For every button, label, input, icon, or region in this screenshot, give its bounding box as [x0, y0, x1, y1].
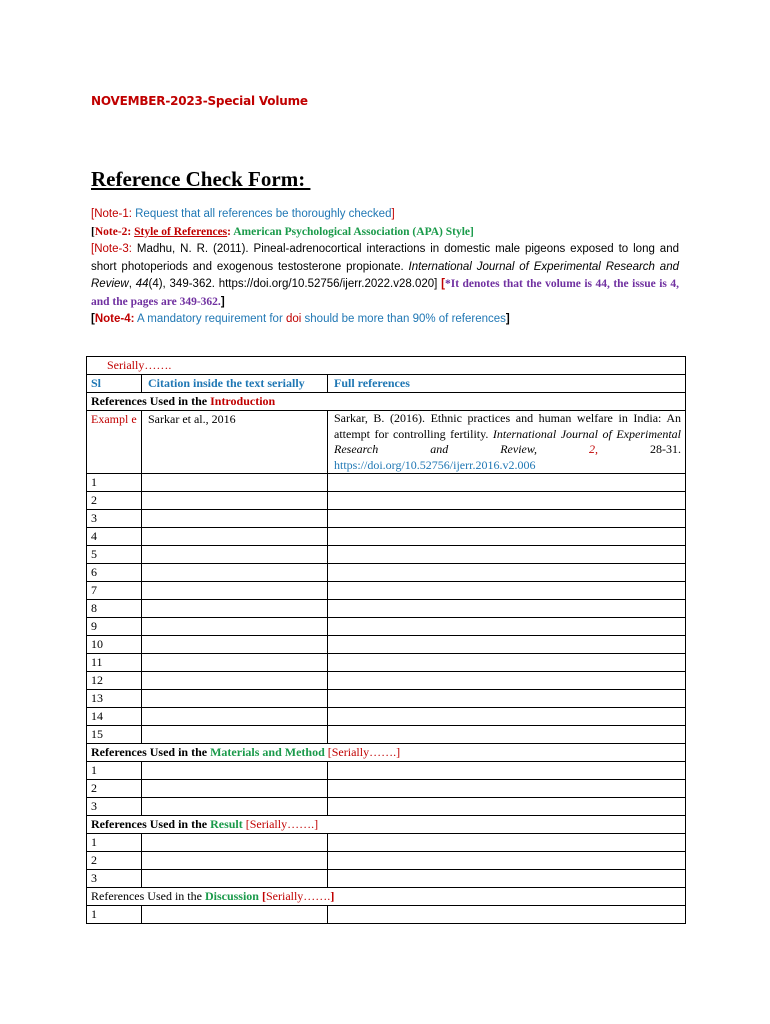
- intro-citation-cell[interactable]: [142, 546, 328, 564]
- table-row: [87, 762, 686, 780]
- intro-citation-cell[interactable]: [142, 708, 328, 726]
- table-row: [87, 654, 686, 672]
- table-row: [87, 780, 686, 798]
- result-row-number: 2: [87, 852, 142, 870]
- methods-citation-cell[interactable]: [142, 762, 328, 780]
- intro-full-reference-cell[interactable]: [328, 600, 686, 618]
- col-full-header: Full references: [328, 375, 686, 393]
- section-result: [87, 816, 686, 834]
- intro-row-number: 10: [87, 636, 142, 654]
- intro-full-reference-cell[interactable]: [328, 546, 686, 564]
- table-row: [87, 672, 686, 690]
- note-1-text: Request that all references be thoroughly checked: [131, 208, 392, 220]
- intro-citation-cell[interactable]: [142, 672, 328, 690]
- section-methods-row: [87, 744, 686, 762]
- serially-cell: [87, 357, 686, 375]
- intro-row-number: 15: [87, 726, 142, 744]
- methods-full-reference-cell[interactable]: [328, 798, 686, 816]
- section-result-row: [87, 816, 686, 834]
- intro-full-reference-cell[interactable]: [328, 690, 686, 708]
- section-disc-serial-open: [: [258, 889, 266, 903]
- table-row: [87, 636, 686, 654]
- table-row: [87, 546, 686, 564]
- intro-full-reference-cell[interactable]: [328, 528, 686, 546]
- example-ref-link[interactable]: https://doi.org/10.52756/ijerr.2016.v2.006: [334, 457, 536, 472]
- section-methods-prefix: References Used in the: [91, 745, 211, 759]
- table-header-row: [87, 375, 686, 393]
- note-3-rest: (4), 349-362. https://doi.org/10.52756/ijerr.2022.v28.020]: [148, 278, 442, 290]
- intro-row-number: 5: [87, 546, 142, 564]
- intro-full-reference-cell[interactable]: [328, 726, 686, 744]
- section-result-prefix: References Used in the: [91, 817, 211, 831]
- note-3-text: Madhu, N. R. (2011). Pineal-adrenocortical interactions in domestic male pigeons exposed to long and short photoperiods and exogenous testosterone propionate.: [91, 243, 679, 273]
- example-ref-text: Sarkar, B. (2016). Ethnic practices and human welfare in India: An attempt for controlling fertility.: [334, 411, 681, 441]
- methods-citation-cell[interactable]: [142, 798, 328, 816]
- note-3-sep: ,: [128, 278, 136, 290]
- intro-citation-cell[interactable]: [142, 636, 328, 654]
- intro-row-number: 1: [87, 474, 142, 492]
- table-row: [87, 582, 686, 600]
- table-row: [87, 618, 686, 636]
- example-ref-volume: 2,: [536, 442, 598, 456]
- intro-full-reference-cell[interactable]: [328, 582, 686, 600]
- note-3-bracket: [: [441, 278, 446, 290]
- note-3-denote: *It denotes that the volume is 44, the issue is 4, and the pages are 349-362.: [91, 278, 679, 308]
- section-disc-serial-close: ]: [330, 889, 335, 903]
- section-result-name: Result: [210, 817, 243, 831]
- intro-citation-cell[interactable]: [142, 690, 328, 708]
- table-row: [87, 834, 686, 852]
- note-3-volume: 44: [135, 278, 149, 290]
- intro-row-number: 6: [87, 564, 142, 582]
- note-4-label: Note-4:: [94, 313, 135, 325]
- intro-row-number: 8: [87, 600, 142, 618]
- section-disc-serial: Serially…….: [265, 889, 331, 903]
- intro-row-number: 12: [87, 672, 142, 690]
- note-3-end: ]: [220, 295, 225, 308]
- section-introduction: [87, 393, 686, 411]
- note-2-open: [: [91, 225, 95, 238]
- table-row: [87, 906, 686, 924]
- intro-row-number: 3: [87, 510, 142, 528]
- intro-row-number: 2: [87, 492, 142, 510]
- result-full-reference-cell[interactable]: [328, 852, 686, 870]
- discussion-full-reference-cell[interactable]: [328, 906, 686, 924]
- note-1: [91, 206, 679, 224]
- intro-full-reference-cell[interactable]: [328, 618, 686, 636]
- serially-row: [87, 357, 686, 375]
- note-4-text-1: A mandatory requirement for: [134, 313, 286, 325]
- intro-citation-cell[interactable]: [142, 510, 328, 528]
- journal-header: NOVEMBER-2023-Special Volume: [91, 94, 308, 108]
- table-row: [87, 798, 686, 816]
- section-introduction-row: [87, 393, 686, 411]
- table-row: [87, 474, 686, 492]
- note-2-text: American Psychological Association (APA) Style]: [231, 225, 474, 238]
- serially-text: Serially…….: [107, 358, 172, 372]
- intro-row-number: 14: [87, 708, 142, 726]
- table-row: [87, 492, 686, 510]
- methods-full-reference-cell[interactable]: [328, 780, 686, 798]
- result-citation-cell[interactable]: [142, 852, 328, 870]
- note-2: [91, 224, 679, 242]
- table-row: [87, 528, 686, 546]
- reference-table: [86, 356, 686, 924]
- col-sl-header: Sl: [87, 375, 142, 393]
- note-2-label: Note-2:: [94, 225, 132, 238]
- intro-citation-cell[interactable]: [142, 474, 328, 492]
- intro-citation-cell[interactable]: [142, 654, 328, 672]
- page-title: Reference Check Form:: [91, 167, 311, 191]
- table-row: [87, 510, 686, 528]
- note-2-style: Style of References: [134, 225, 228, 238]
- col-citation-header: Citation inside the text serially: [142, 375, 328, 393]
- table-row: [87, 870, 686, 888]
- section-disc-name: Discussion: [204, 889, 259, 903]
- intro-full-reference-cell[interactable]: [328, 492, 686, 510]
- note-1-label: [Note-1:: [91, 208, 132, 220]
- example-row: [87, 411, 686, 474]
- section-intro-prefix: References Used in the: [91, 394, 211, 408]
- example-citation: Sarkar et al., 2016: [142, 411, 328, 474]
- methods-row-number: 1: [87, 762, 142, 780]
- result-row-number: 3: [87, 870, 142, 888]
- example-label: Exampl e: [87, 411, 142, 474]
- table-row: [87, 726, 686, 744]
- result-citation-cell[interactable]: [142, 870, 328, 888]
- section-methods-serial: [Serially…….]: [324, 745, 401, 759]
- intro-citation-cell[interactable]: [142, 582, 328, 600]
- intro-full-reference-cell[interactable]: [328, 708, 686, 726]
- notes-block: [91, 206, 679, 329]
- result-full-reference-cell[interactable]: [328, 834, 686, 852]
- note-3-journal: International Journal of Experimental Research and Review: [91, 260, 679, 290]
- example-full-reference: [328, 411, 686, 474]
- methods-row-number: 2: [87, 780, 142, 798]
- section-methods-name: Materials and Method: [210, 745, 325, 759]
- table-row: [87, 690, 686, 708]
- section-discussion-row: [87, 888, 686, 906]
- intro-full-reference-cell[interactable]: [328, 672, 686, 690]
- discussion-citation-cell[interactable]: [142, 906, 328, 924]
- note-3: [91, 241, 679, 311]
- intro-citation-cell[interactable]: [142, 600, 328, 618]
- section-disc-prefix: References Used in the: [91, 889, 205, 903]
- intro-full-reference-cell[interactable]: [328, 510, 686, 528]
- intro-row-number: 11: [87, 654, 142, 672]
- table-row: [87, 708, 686, 726]
- intro-row-number: 9: [87, 618, 142, 636]
- intro-full-reference-cell[interactable]: [328, 636, 686, 654]
- section-methods: [87, 744, 686, 762]
- intro-citation-cell[interactable]: [142, 618, 328, 636]
- table-row: [87, 600, 686, 618]
- section-intro-name: Introduction: [210, 394, 276, 408]
- note-1-close: ]: [391, 208, 395, 220]
- intro-full-reference-cell[interactable]: [328, 654, 686, 672]
- result-full-reference-cell[interactable]: [328, 870, 686, 888]
- discussion-row-number: 1: [87, 906, 142, 924]
- note-3-label: [Note-3:: [91, 243, 132, 255]
- intro-citation-cell[interactable]: [142, 528, 328, 546]
- intro-citation-cell[interactable]: [142, 726, 328, 744]
- intro-row-number: 4: [87, 528, 142, 546]
- intro-row-number: 7: [87, 582, 142, 600]
- intro-full-reference-cell[interactable]: [328, 564, 686, 582]
- section-discussion: [87, 888, 686, 906]
- note-4: [91, 311, 679, 329]
- note-4-close: ]: [505, 313, 510, 325]
- section-result-serial: [Serially…….]: [242, 817, 319, 831]
- example-ref-journal: International Journal of Experimental Research and Review,: [334, 426, 681, 456]
- example-ref-pages: 28-31.: [598, 442, 682, 456]
- table-row: [87, 852, 686, 870]
- result-citation-cell[interactable]: [142, 834, 328, 852]
- table-row: [87, 564, 686, 582]
- intro-citation-cell[interactable]: [142, 564, 328, 582]
- methods-row-number: 3: [87, 798, 142, 816]
- note-4-open: [: [91, 313, 95, 325]
- intro-citation-cell[interactable]: [142, 492, 328, 510]
- intro-row-number: 13: [87, 690, 142, 708]
- note-2-colon: :: [227, 225, 231, 238]
- note-4-doi: doi: [285, 313, 302, 325]
- note-4-text-2: should be more than 90% of references: [301, 313, 506, 325]
- result-row-number: 1: [87, 834, 142, 852]
- methods-citation-cell[interactable]: [142, 780, 328, 798]
- methods-full-reference-cell[interactable]: [328, 762, 686, 780]
- intro-full-reference-cell[interactable]: [328, 474, 686, 492]
